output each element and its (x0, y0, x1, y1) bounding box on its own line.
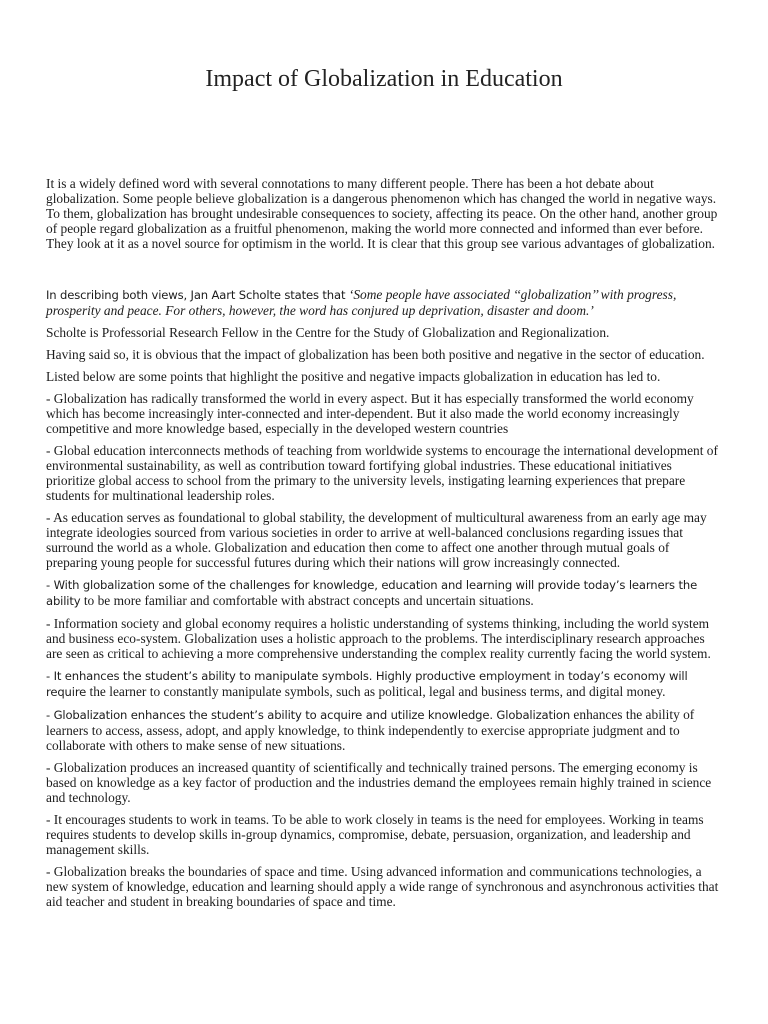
point-8: - Globalization produces an increased quantity of scientifically and technically trained persons. The emerging economy is based on knowledge as a key factor of production and the industries demand the employees remain highly trained in science and technology. (46, 760, 712, 805)
scholte-paragraph (46, 287, 722, 318)
point-7-rest: enhances the ability of learners to access, assess, adopt, and apply knowledge, to think independently to exercise appropriate judgment and to collaborate with others to make sense of new situations. (46, 707, 695, 753)
point-9: - It encourages students to work in teams. To be able to work closely in teams is the need for employees. Working in teams requires students to develop skills in-group dynamics, compromise, debate, persuasion, organization, and leadership and management skills. (46, 812, 704, 857)
point-1: - Globalization has radically transformed the world in every aspect. But it has especially transformed the world economy which has become increasingly inter-connected and inter-dependent. But it also made the world economy increasingly competitive and more knowledge based, especially in the developed western countries (46, 391, 694, 436)
point-2: - Global education interconnects methods of teaching from worldwide systems to encourage the international development of environmental sustainability, as well as contribution toward fortifying global industries. These educational initiatives prioritize global access to school from the primary to the university levels, instigating learning experiences that prepare students for multinational leadership roles. (46, 443, 718, 503)
intro-paragraph: It is a widely defined word with several connotations to many different people. There has been a hot debate about globalization. Some people believe globalization is a dangerous phenomenon which has changed the world in negative ways. To them, globalization has brought undesirable consequences to society, affecting its peace. On the other hand, another group of people regard globalization as a fruitful phenomenon, making the world more connected and informed than ever before. They look at it as a novel source for optimism in the world. It is clear that this group see various advantages of globalization. (46, 176, 718, 251)
point-6 (46, 668, 722, 700)
point-7 (46, 707, 722, 753)
point-4 (46, 577, 722, 609)
scholte-lead: In describing both views, Jan Aart Scholte states that (46, 288, 349, 302)
scholte-quote: ‘Some people have associated ‘‘globalization’’ with progress, prosperity and peace. For others, however, the word has conjured up deprivation, disaster and doom.’ (46, 287, 677, 318)
point-4-lead: - With globalization some of the challenges for knowledge, education and learning will provide today’s learners the ability (46, 578, 698, 608)
page-title: Impact of Globalization in Education (205, 66, 563, 92)
scholte-bio-paragraph: Scholte is Professorial Research Fellow in the Centre for the Study of Globalization and Regionalization. (46, 325, 610, 340)
point-4-rest: to be more familiar and comfortable with abstract concepts and uncertain situations. (80, 593, 534, 608)
point-5: - Information society and global economy requires a holistic understanding of systems thinking, including the world system and business eco-system. Globalization uses a holistic approach to the problems. The interdisciplinary research approaches are seen as critical to achieving a more comprehensive understanding the complex reality currently facing the world system. (46, 616, 711, 661)
point-3: - As education serves as foundational to global stability, the development of multicultural awareness from an early age may integrate ideologies sourced from various societies in order to arrive at well-balanced conclusions regarding issues that surround the world as a whole. Globalization and education then come to affect one another through mutual goals of preparing young people for successful futures during which their nations will grow increasingly connected. (46, 510, 707, 570)
document-body (46, 176, 722, 916)
point-10: - Globalization breaks the boundaries of space and time. Using advanced information and communications technologies, a new system of knowledge, education and learning should apply a wide range of synchronous and asynchronous activities that aid teacher and student in breaking boundaries of space and time. (46, 864, 719, 909)
point-6-rest: the learner to constantly manipulate symbols, such as political, legal and business terms, and digital money. (86, 684, 666, 699)
having-said-paragraph: Having said so, it is obvious that the impact of globalization has been both positive and negative in the sector of education. (46, 347, 705, 362)
point-7-lead: - Globalization enhances the student’s ability to acquire and utilize knowledge. Globalization (46, 708, 571, 722)
listed-below-paragraph: Listed below are some points that highlight the positive and negative impacts globalization in education has led to. (46, 369, 661, 384)
point-6-lead: - It enhances the student’s ability to manipulate symbols. Highly productive employment in today’s economy will require (46, 669, 688, 699)
